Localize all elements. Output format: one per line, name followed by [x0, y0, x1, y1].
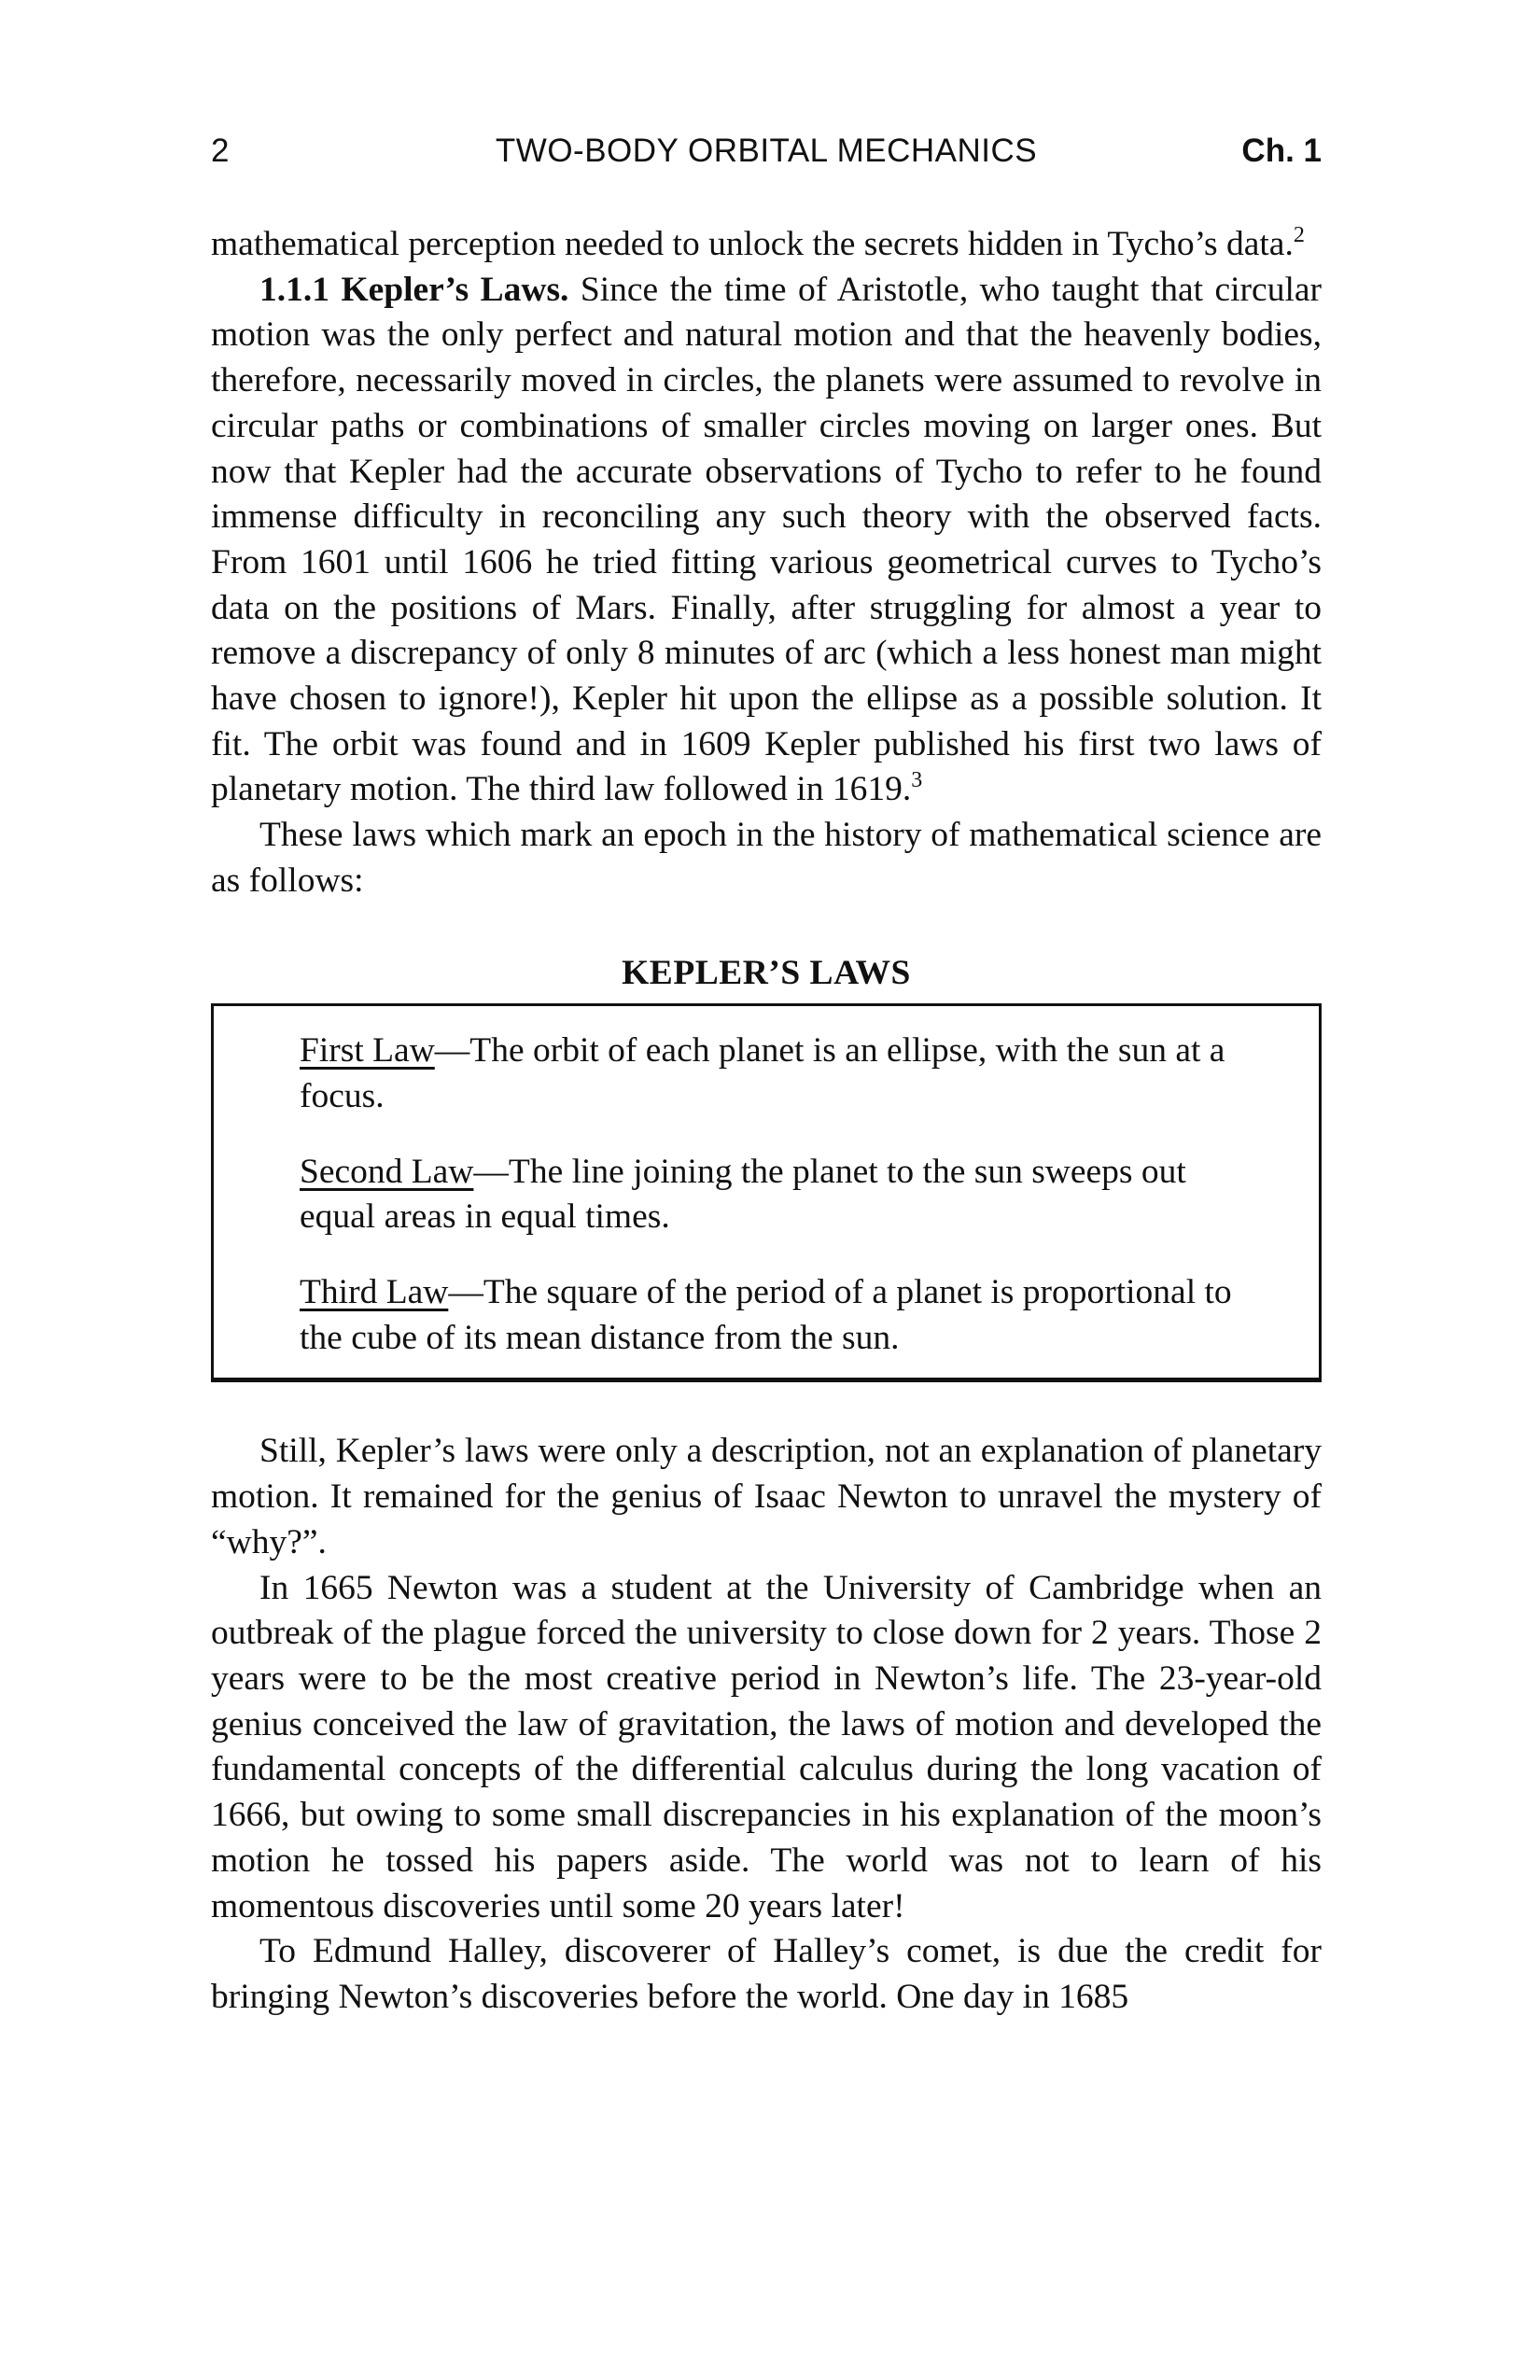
law-name: First Law: [300, 1031, 435, 1071]
law-name: Second Law: [300, 1152, 474, 1191]
section-heading: 1.1.1 Kepler’s Laws.: [259, 270, 569, 309]
running-header: [211, 133, 1322, 179]
law-third: [300, 1270, 1233, 1361]
running-title: TWO-BODY ORBITAL MECHANICS: [495, 133, 1038, 169]
law-second: [300, 1150, 1233, 1240]
law-name: Third Law: [300, 1273, 449, 1312]
chapter-label: Ch. 1: [1241, 133, 1322, 169]
page-body: [211, 222, 1322, 2021]
section-paragraph: [211, 268, 1322, 813]
paragraph: Still, Kepler’s laws were only a description, not an explanation of planetary motion. It remained for the genius of Isaac Newton to unravel the mystery of “why?”.: [211, 1432, 1322, 1561]
paragraph-continued: [211, 222, 1322, 268]
paragraph: These laws which mark an epoch in the history of mathematical science are as follows:: [211, 816, 1322, 900]
page-number: 2: [211, 133, 230, 169]
paragraph: To Edmund Halley, discoverer of Halley’s comet, is due the credit for bringing Newton’s discoveries before the world. One day in 1685: [211, 1932, 1322, 2016]
section-text: Since the time of Aristotle, who taught that circular motion was the only perfect and natural motion and that the heavenly bodies, therefore, necessarily moved in circles, the planets were assumed to revolve in circular paths or combinations of smaller circles moving on larger ones. But now that Kepler had the accurate observations of Tycho to refer to he found immense difficulty in reconciling any such theory with the observed facts. From 1601 until 1606 he tried fitting various geometrical curves to Tycho’s data on the positions of Mars. Finally, after struggling for almost a year to remove a discrepancy of only 8 minutes of arc (which a less honest man might have chosen to ignore!), Kepler hit upon the ellipse as a possible solution. It fit. The orbit was found and in 1609 Kepler published his first two laws of planetary motion. The third law followed in 1619.: [211, 270, 1322, 809]
law-text: —The square of the period of a planet is proportional to the cube of its mean distance from the sun.: [300, 1273, 1232, 1357]
law-first: [300, 1029, 1233, 1119]
law-text: —The line joining the planet to the sun sweeps out equal areas in equal times.: [300, 1152, 1186, 1237]
paragraph-text: mathematical perception needed to unlock the secrets hidden in Tycho’s data.: [211, 225, 1294, 263]
footnote-marker: 2: [1293, 223, 1305, 247]
box-title: KEPLER’S LAWS: [622, 953, 911, 992]
paragraph: In 1665 Newton was a student at the University of Cambridge when an outbreak of the plague forced the university to close down for 2 years. Those 2 years were to be the most creative period in Newton’s life. The 23-year-old genius conceived the law of gravitation, the laws of motion and developed the fundamental concepts of the differential calculus during the long vacation of 1666, but owing to some small discrepancies in his explanation of the moon’s motion he tossed his papers aside. The world was not to learn of his momentous discoveries until some 20 years later!: [211, 1568, 1322, 1925]
footnote-marker: 3: [911, 768, 923, 793]
law-text: —The orbit of each planet is an ellipse, with the sun at a focus.: [300, 1031, 1225, 1115]
keplers-laws-box: [211, 1003, 1322, 1382]
